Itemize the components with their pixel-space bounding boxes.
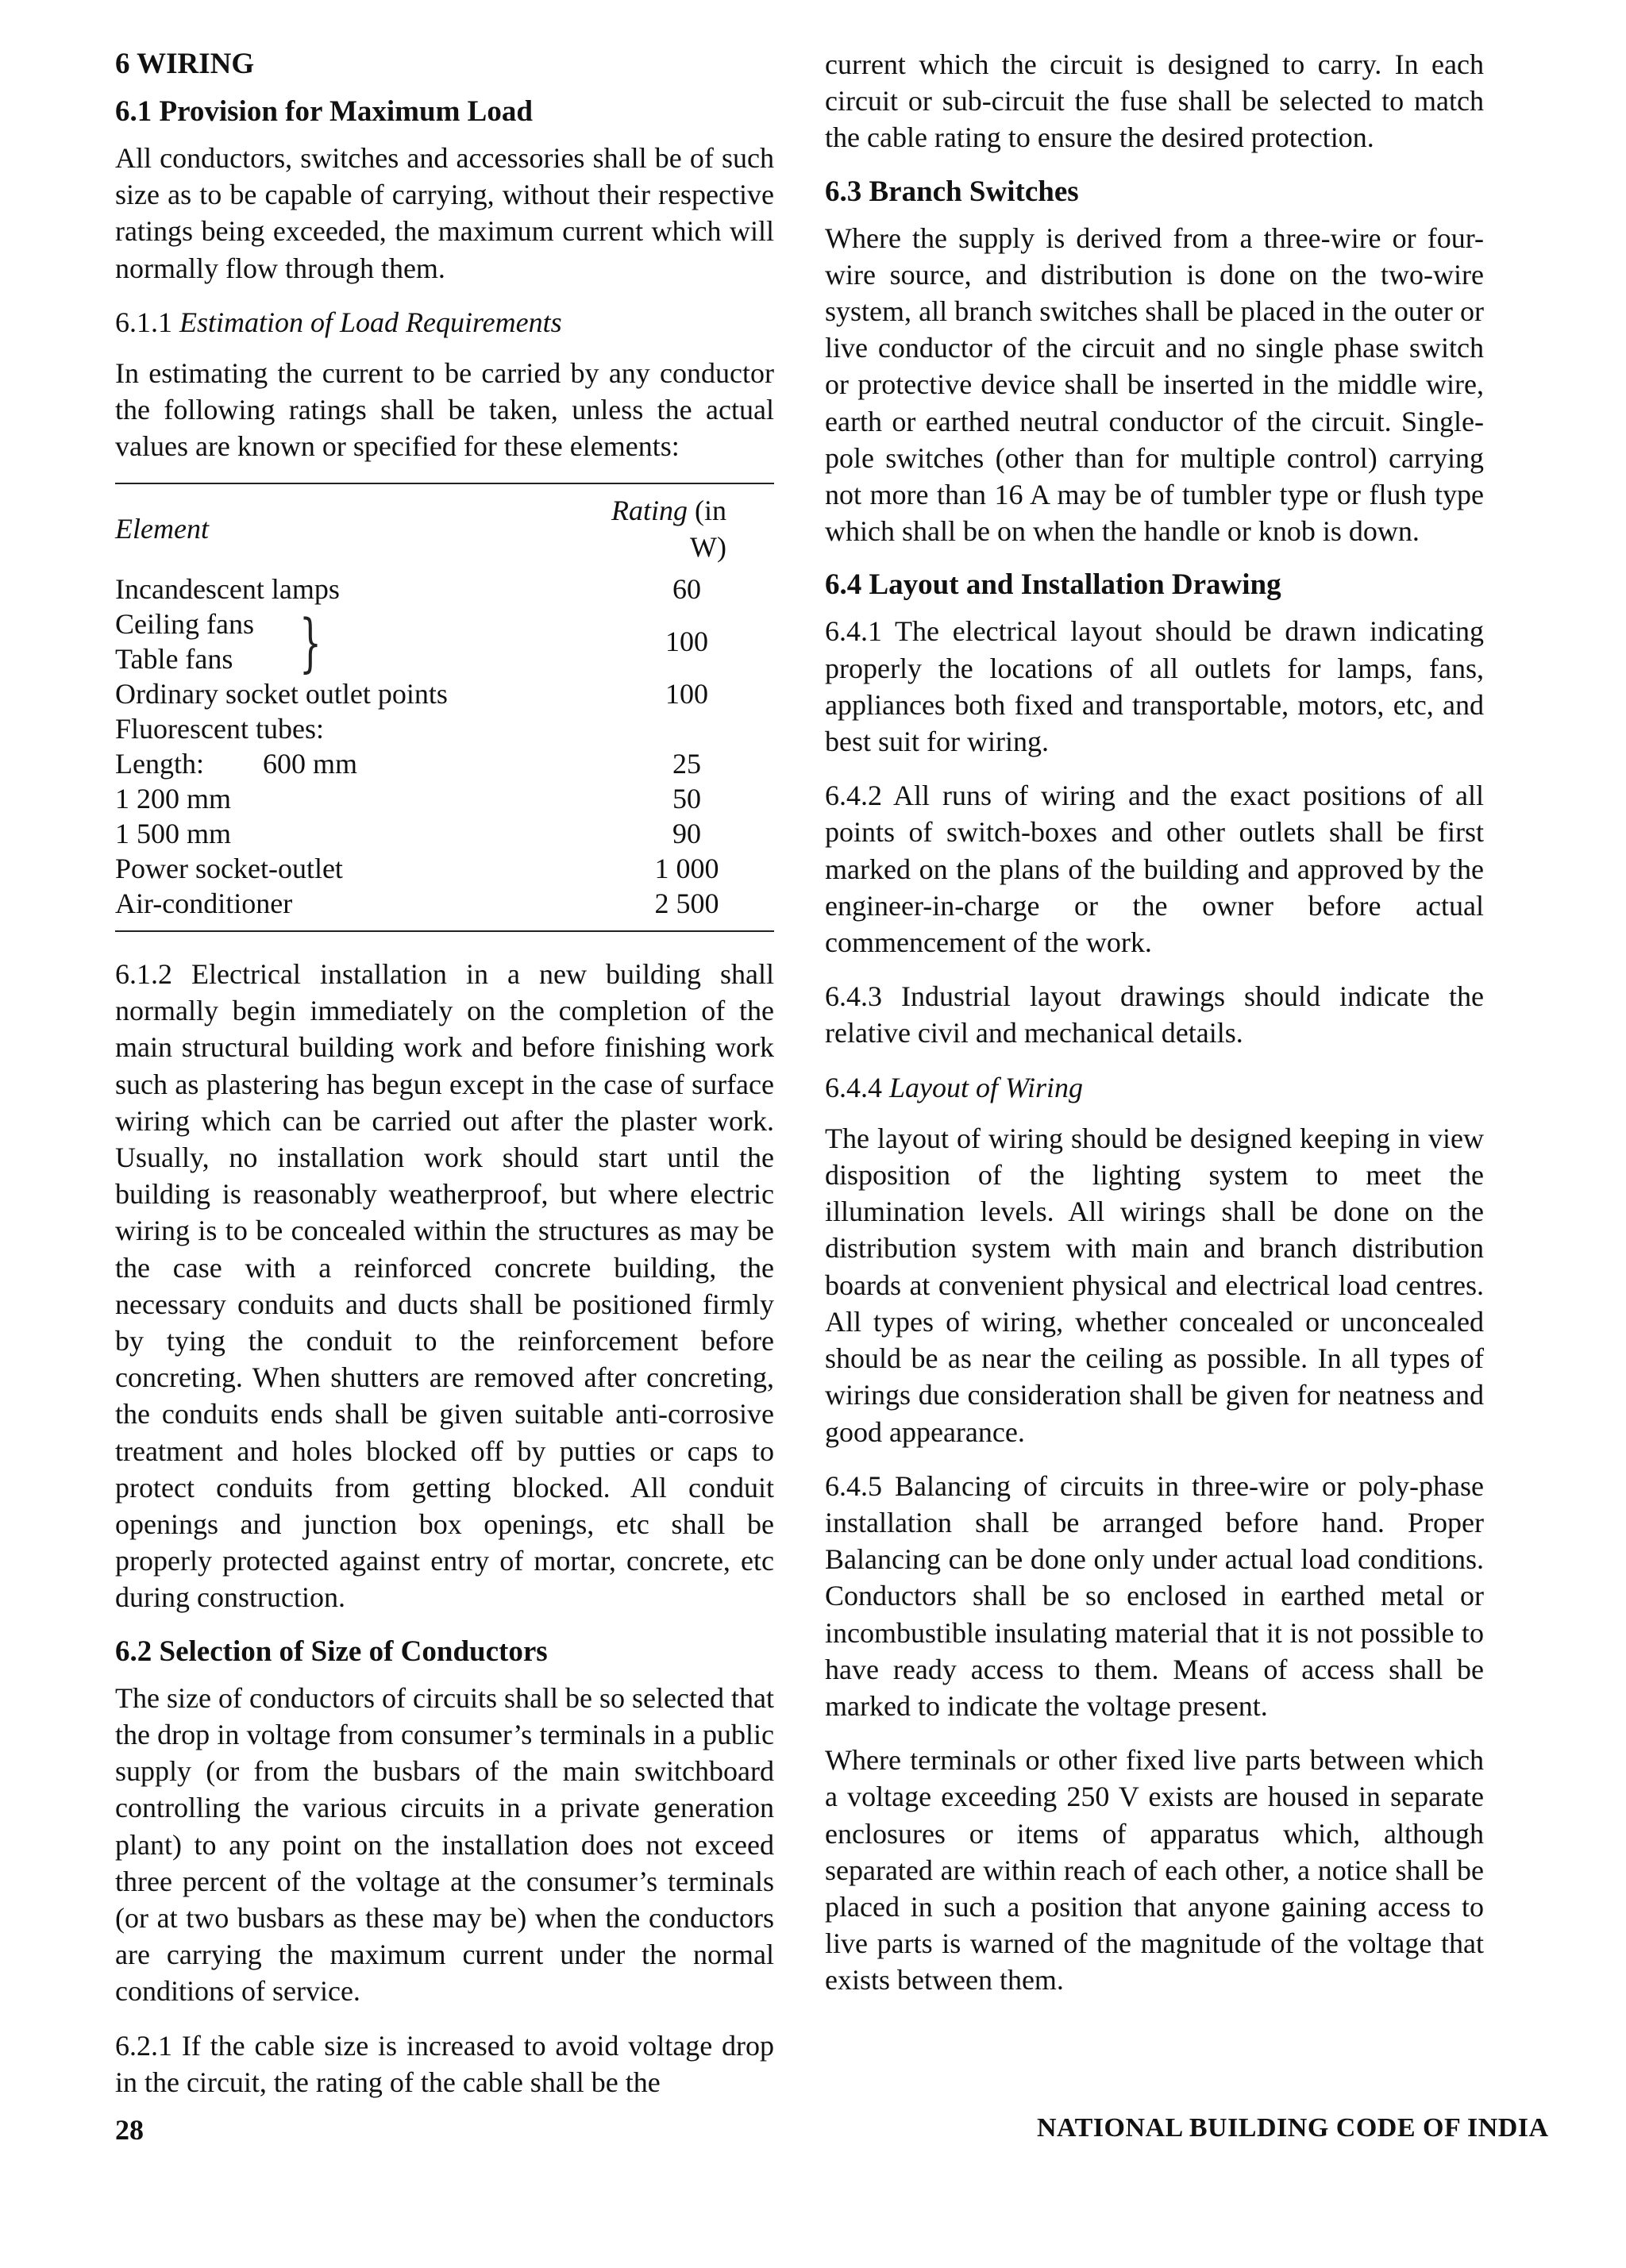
element-cell: 1 200 mm xyxy=(115,783,232,815)
table-row xyxy=(115,781,774,816)
element-cell: Ordinary socket outlet points xyxy=(115,678,448,710)
para-6-2: The size of conductors of circuits shall be so selected that the drop in voltage from consumer’s terminals in a public supply (or from the busbars of the main switchboard controlling the various circuits in a private generation plant) to any point on the installation does not exceed three percent of the voltage at the consumer’s terminals (or at two busbars as these may be) when the conductors are carrying the maximum current under the normal conditions of service. xyxy=(115,1681,774,2008)
rating-cell: 90 xyxy=(672,818,701,850)
clause-number: 6.1.1 xyxy=(115,306,172,338)
para-6-4-5 xyxy=(825,1468,1484,1724)
rating-cell: 100 xyxy=(665,678,708,710)
table-header-row xyxy=(115,483,774,572)
para-6-4-3 xyxy=(825,978,1484,1051)
ceiling-fans-label: Ceiling fans xyxy=(115,608,254,641)
element-cell: Power socket-outlet xyxy=(115,853,343,885)
table-row xyxy=(115,572,774,606)
length-600: 600 mm xyxy=(263,748,358,780)
table-row xyxy=(115,606,774,676)
clause-text: Industrial layout drawings should indicate the relative civil and mechanical details. xyxy=(825,980,1484,1049)
publication-title: NATIONAL BUILDING CODE OF INDIA xyxy=(1037,2113,1549,2143)
clause-number: 6.4.2 xyxy=(825,780,882,812)
col-header-rating-unit: (in W) xyxy=(690,494,726,563)
table-fans-label: Table fans xyxy=(115,643,233,676)
clause-title: Layout of Wiring xyxy=(889,1071,1084,1103)
clause-text: If the cable size is increased to avoid voltage drop in the circuit, the rating of the cable shall be the xyxy=(115,2029,774,2098)
clause-text: Electrical installation in a new building shall normally begin immediately on the completion of the main structural building work and before finishing work such as plastering has begun except in the case of surface wiring which can be carried out after the plaster work. Usually, no installation work should start until the building is reasonably weatherproof, but where electric wiring is to be concealed within the structures as may be the case with a reinforced concrete building, the necessary conduits and ducts shall be positioned firmly by tying the conduit to the reinforcement before concreting. When shutters are removed after concreting, the conduits ends shall be given suitable anti-corrosive treatment and holes blocked off by putties or caps to protect conduits from getting blocked. All conduit openings and junction box openings, etc shall be properly protected against entry of mortar, concrete, etc during construction. xyxy=(115,958,774,1614)
heading-6-1: 6.1 Provision for Maximum Load xyxy=(115,95,533,128)
clause-number: 6.4.3 xyxy=(825,980,882,1013)
clause-text: All runs of wiring and the exact positions of all points of switch-boxes and other outlets shall be first marked on the plans of the building and approved by the engineer-in-charge or the owner before actual commencement of the work. xyxy=(825,780,1485,959)
left-column xyxy=(115,46,774,2118)
clause-number: 6.4.4 xyxy=(825,1071,882,1103)
clause-number: 6.2.1 xyxy=(115,2029,172,2062)
length-label: Length: xyxy=(115,748,204,780)
clause-title: Estimation of Load Requirements xyxy=(179,306,562,338)
rating-cell: 1 000 xyxy=(654,853,719,885)
col-header-rating xyxy=(599,483,774,572)
para-6-2-1 xyxy=(115,2027,774,2100)
element-cell: Fluorescent tubes: xyxy=(115,713,324,745)
para-6-1: All conductors, switches and accessories shall be of such size as to be capable of carrying, without their respective ratings being exceeded, the maximum current which will normally flow through them. xyxy=(115,142,774,284)
rating-cell: 60 xyxy=(672,573,701,606)
para-6-4-4: The layout of wiring should be designed keeping in view disposition of the lighting system to meet the illumination levels. All wirings shall be done on the distribution system with main and branch distribution boards at convenient physical and electrical load centres. All types of wiring, whether concealed or unconcealed should be as near the ceiling as possible. In all types of wirings due consideration shall be given for neatness and good appearance. xyxy=(825,1122,1484,1448)
table-row xyxy=(115,746,774,781)
para-6-1-2 xyxy=(115,956,774,1616)
heading-6-2: 6.2 Selection of Size of Conductors xyxy=(115,1635,548,1668)
rating-cell: 50 xyxy=(672,783,701,815)
right-column xyxy=(825,46,1484,2016)
para-6-4-2 xyxy=(825,777,1484,961)
heading-6-1-1 xyxy=(115,304,774,341)
table-row xyxy=(115,676,774,711)
table-row xyxy=(115,851,774,886)
load-ratings-table xyxy=(115,483,774,932)
para-continued: current which the circuit is designed to carry. In each circuit or sub-circuit the fuse shall be selected to match the cable rating to ensure the desired protection. xyxy=(825,48,1484,154)
clause-text: Balancing of circuits in three-wire or poly-phase installation shall be arranged before hand. Proper Balancing can be done only under actual load conditions. Conductors shall be so enclosed in earthed metal or incombustible insulating material that it is not possible to have ready access to them. Means of access shall be marked to indicate the voltage present. xyxy=(825,1469,1485,1722)
element-cell: Air-conditioner xyxy=(115,886,599,931)
right-brace-icon: } xyxy=(299,606,322,680)
clause-number: 6.4.5 xyxy=(825,1469,882,1502)
para-6-1-1: In estimating the current to be carried by any conductor the following ratings shall be taken, unless the actual values are known or specified for these elements: xyxy=(115,357,774,463)
rating-cell: 100 xyxy=(665,626,708,658)
element-cell: Incandescent lamps xyxy=(115,573,340,606)
heading-6-4-4 xyxy=(825,1069,1484,1106)
element-cell: 1 500 mm xyxy=(115,818,232,850)
clause-text: The electrical layout should be drawn indicating properly the locations of all outlets for lamps, fans, appliances both fixed and transportable, motors, etc, and best suit for wiring. xyxy=(825,615,1484,758)
clause-number: 6.4.1 xyxy=(825,615,882,648)
table-row xyxy=(115,816,774,851)
rating-cell: 25 xyxy=(672,748,701,780)
heading-6-4: 6.4 Layout and Installation Drawing xyxy=(825,568,1281,602)
rating-cell xyxy=(599,711,774,746)
para-6-4-1 xyxy=(825,613,1484,760)
element-cell xyxy=(115,606,599,680)
para-live-parts: Where terminals or other fixed live parts between which a voltage exceeding 250 V exists are housed in separate enclosures or items of apparatus which, although separated are within reach of each other, a notice shall be placed in such a position that anyone gaining access to live parts is warned of the magnitude of the voltage that exists between them. xyxy=(825,1744,1484,1997)
table-row xyxy=(115,711,774,746)
table-row xyxy=(115,886,774,931)
clause-number: 6.1.2 xyxy=(115,958,172,991)
para-6-3: Where the supply is derived from a three-wire or four-wire source, and distribution is done on the two-wire system, all branch switches shall be placed in the outer or live conductor of the circuit and no single phase switch or protective device shall be inserted in the middle wire, earth or earthed neutral conductor of the circuit. Single-pole switches (other than for multiple control) carrying not more than 16 A may be of tumbler type or flush type which shall be on when the handle or knob is down. xyxy=(825,221,1484,548)
section-title: 6 WIRING xyxy=(115,48,255,80)
col-header-element: Element xyxy=(115,483,599,572)
element-cell xyxy=(115,746,599,781)
heading-6-3: 6.3 Branch Switches xyxy=(825,175,1079,208)
page-number: 28 xyxy=(115,2114,144,2146)
col-header-rating-label: Rating xyxy=(611,494,688,526)
rating-cell: 2 500 xyxy=(599,886,774,931)
